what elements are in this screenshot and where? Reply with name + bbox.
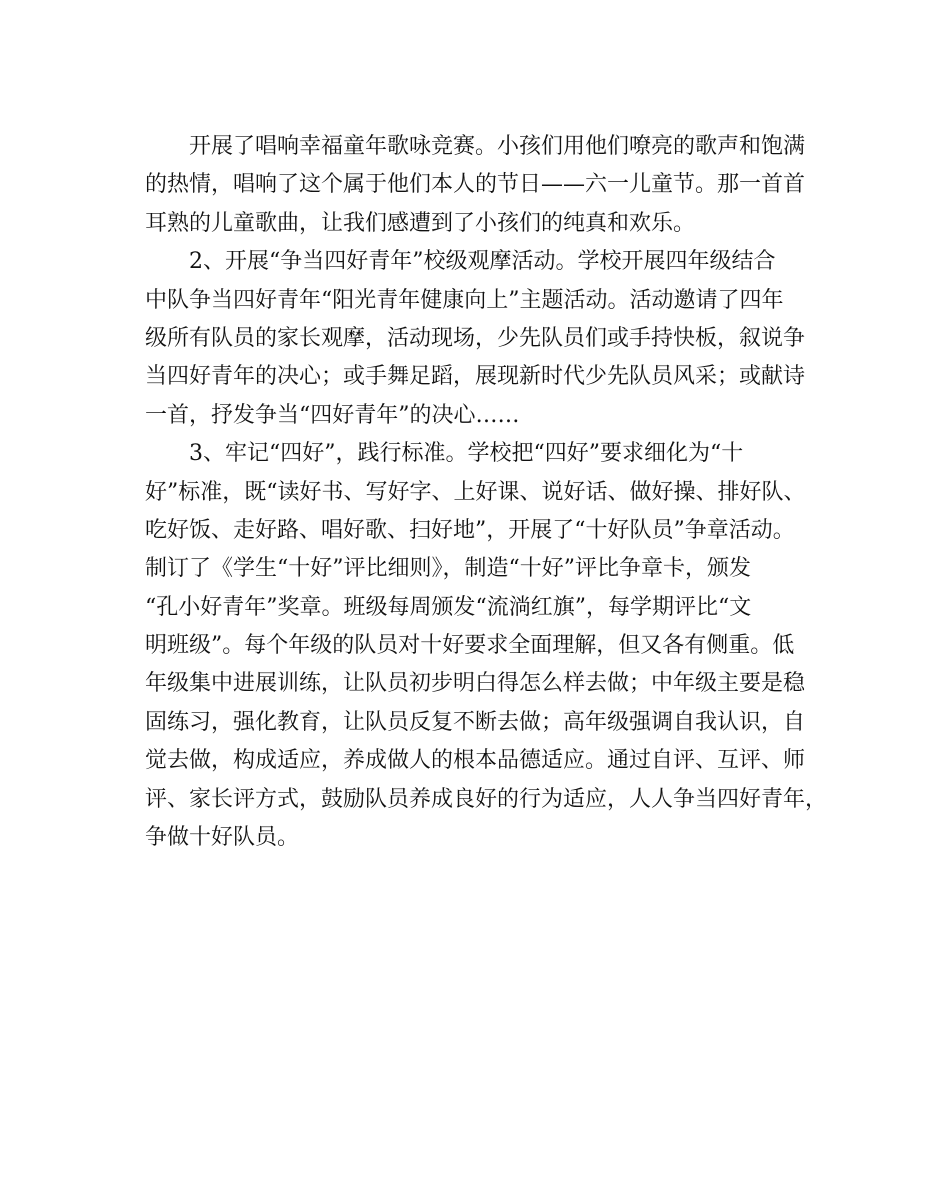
text-line: 固练习，强化教育，让队员反复不断去做；高年级强调自我认识，自 [145,709,806,735]
text-line: 明班级”。每个年级的队员对十好要求全面理解，但又各有侧重。低 [145,633,795,659]
text-line: 一首，抒发争当“四好青年”的决心…… [145,402,520,428]
text-line: 的热情，唱响了这个属于他们本人的节日——六一儿童节。那一首首 [145,172,806,198]
text-line: 中队争当四好青年“阳光青年健康向上”主题活动。活动邀请了四年 [145,287,784,313]
text-line: 觉去做，构成适应，养成做人的根本品德适应。通过自评、互评、师 [145,748,806,774]
text-line: 好”标准，既“读好书、写好字、上好课、说好话、做好操、排好队、 [145,479,806,505]
text-line: 吃好饭、走好路、唱好歌、扫好地”，开展了“十好队员”争章活动。 [145,517,795,543]
text-line: 年级集中进展训练，让队员初步明白得怎么样去做；中年级主要是稳 [145,671,806,697]
text-line: 2、开展“争当四好青年”校级观摩活动。学校开展四年级结合 [189,249,776,275]
text-line: 3、牢记“四好”，践行标准。学校把“四好”要求细化为“十 [189,441,744,467]
text-line: 制订了《学生“十好”评比细则》，制造“十好”评比争章卡，颁发 [145,556,751,582]
paragraph-1 [145,128,817,243]
document-body [145,128,828,857]
paragraph-2 [145,243,817,435]
text-line: 争做十好队员。 [145,825,300,851]
text-line: 评、家长评方式，鼓励队员养成良好的行为适应，人人争当四好青年， [145,786,828,812]
text-line: “孔小好青年”奖章。班级每周颁发“流淌红旗”，每学期评比“文 [145,594,752,620]
text-line: 级所有队员的家长观摩，活动现场，少先队员们或手持快板，叙说争 [145,325,806,351]
text-line: 开展了唱响幸福童年歌咏竞赛。小孩们用他们嘹亮的歌声和饱满 [189,134,806,159]
paragraph-3 [145,435,828,857]
text-line: 耳熟的儿童歌曲，让我们感遭到了小孩们的纯真和欢乐。 [145,210,696,236]
text-line: 当四好青年的决心；或手舞足蹈，展现新时代少先队员风采；或献诗 [145,364,806,390]
